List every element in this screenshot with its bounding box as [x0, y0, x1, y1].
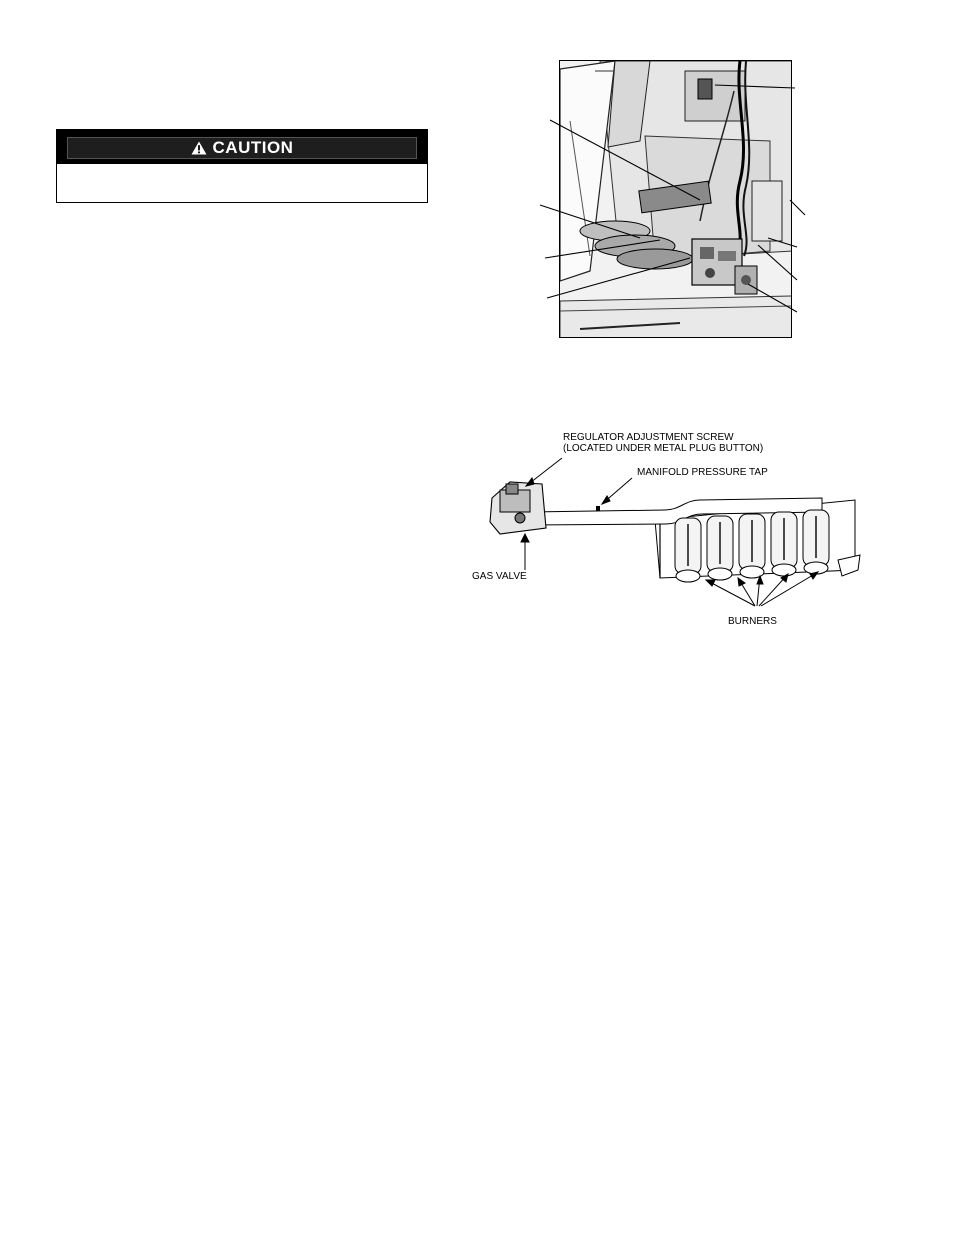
- manifold-pressure-tap-label: MANIFOLD PRESSURE TAP: [637, 467, 768, 478]
- gas-valve-burner-diagram: [470, 420, 870, 635]
- caution-title: CAUTION: [212, 138, 294, 157]
- burner-compartment-photo: [559, 60, 792, 338]
- caution-band: [67, 137, 417, 159]
- burners-label: BURNERS: [728, 616, 777, 627]
- warning-triangle-icon: [191, 141, 207, 155]
- regulator-label-line-1: REGULATOR ADJUSTMENT SCREW: [563, 432, 734, 443]
- regulator-label-line-2: (LOCATED UNDER METAL PLUG BUTTON): [563, 443, 764, 454]
- caution-header: [57, 130, 427, 164]
- caution-box: [56, 129, 428, 203]
- gas-valve-label: GAS VALVE: [472, 571, 527, 582]
